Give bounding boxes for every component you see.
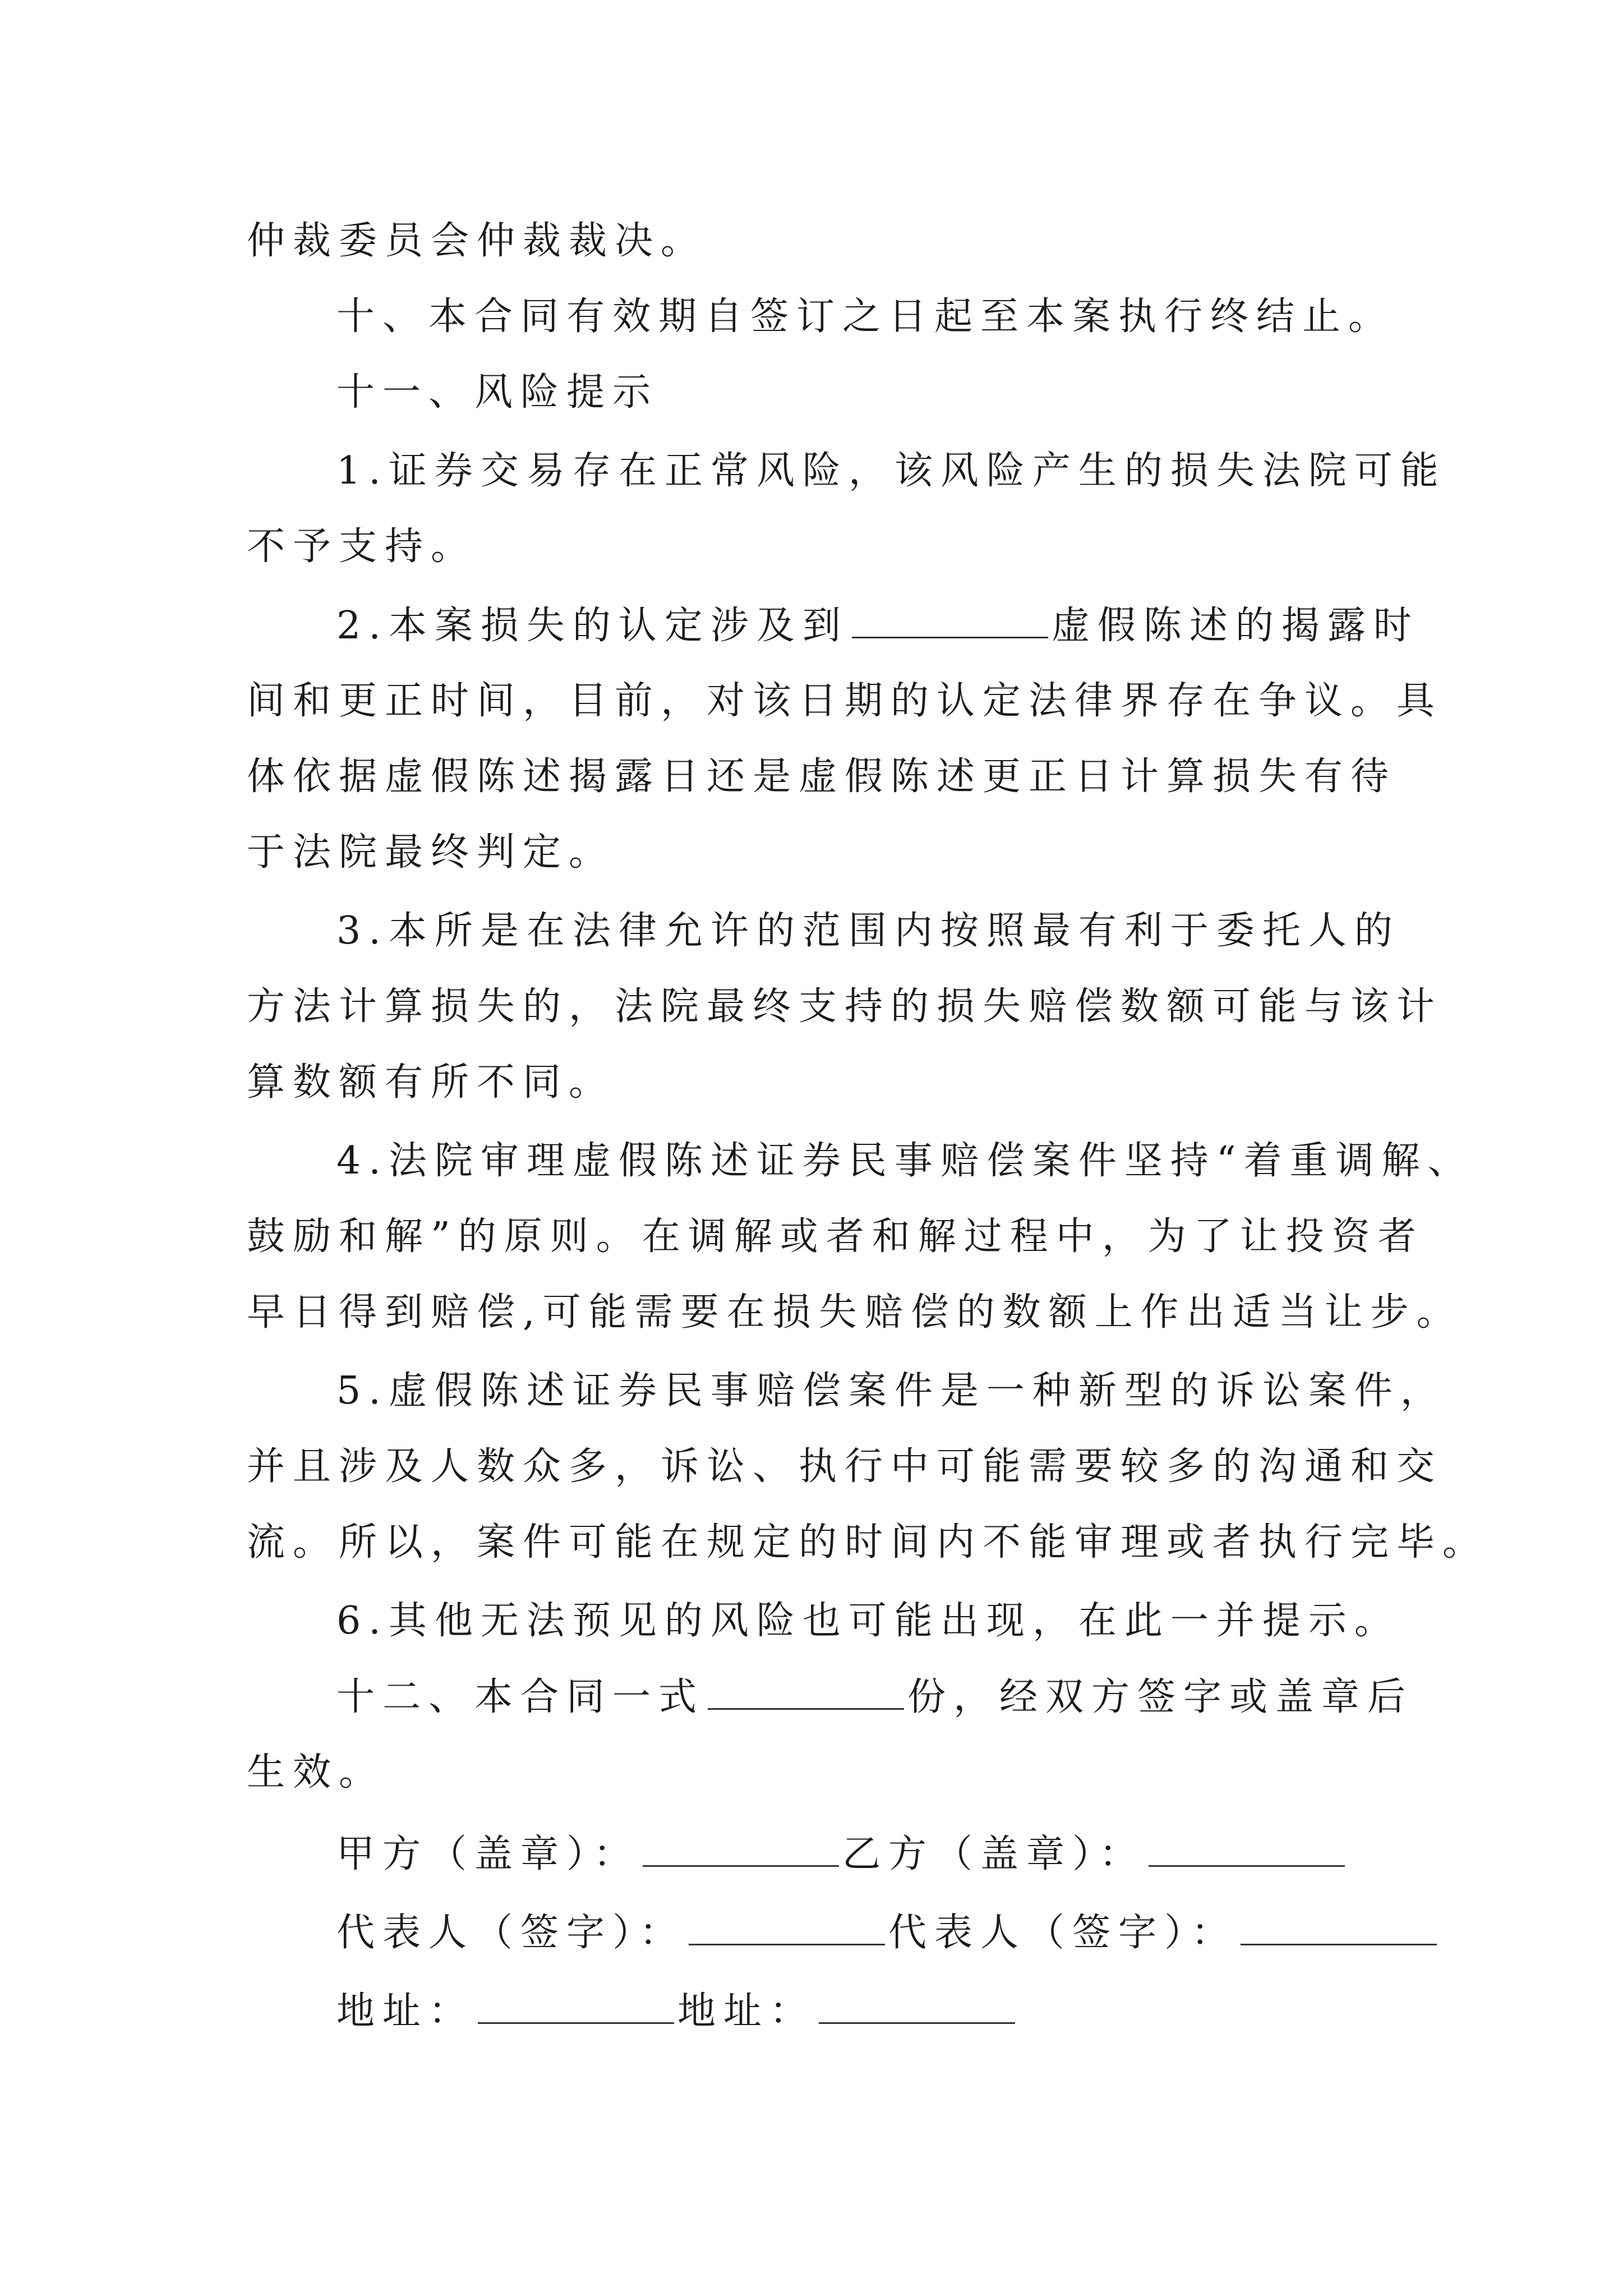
- risk-item-5-line: 5.虚假陈述证券民事赔偿案件是一种新型的诉讼案件，: [336, 1369, 1446, 1413]
- paragraph-line: 仲裁委员会仲裁裁决。: [247, 219, 707, 263]
- clause-twelve-line: [336, 1674, 1413, 1719]
- signature-row-seal: [336, 1832, 1348, 1877]
- risk-item-2-text: 虚假陈述的揭露时: [1051, 604, 1419, 648]
- rep-b-label: 代表人（签字）：: [888, 1911, 1238, 1955]
- signature-row-representative: [336, 1910, 1440, 1955]
- blank-field[interactable]: [708, 1674, 904, 1710]
- risk-item-6-line: 6.其他无法预见的风险也可能出现，在此一并提示。: [336, 1599, 1400, 1643]
- clause-ten: 十、本合同有效期自签订之日起至本案执行终结止。: [336, 295, 1395, 339]
- risk-item-4-line: 早日得到赔偿,可能需要在损失赔偿的数额上作出适当让步。: [247, 1290, 1463, 1335]
- signature-row-address: [336, 1989, 1018, 2034]
- party-a-blank[interactable]: [643, 1832, 839, 1867]
- clause-twelve-text: 十二、本合同一式: [336, 1675, 705, 1719]
- rep-a-label: 代表人（签字）：: [336, 1911, 686, 1955]
- risk-item-2-line: 体依据虚假陈述揭露日还是虚假陈述更正日计算损失有待: [247, 754, 1397, 799]
- clause-eleven-heading: 十一、风险提示: [336, 370, 659, 415]
- addr-b-label: 地址：: [677, 1989, 816, 2033]
- risk-item-3-line: 算数额有所不同。: [247, 1060, 615, 1105]
- rep-b-blank[interactable]: [1241, 1910, 1437, 1945]
- risk-item-4-line: 4.法院审理虚假陈述证券民事赔偿案件坚持“着重调解、: [336, 1139, 1474, 1183]
- clause-twelve-line: 生效。: [247, 1750, 385, 1795]
- risk-item-3-line: 3.本所是在法律允许的范围内按照最有利于委托人的: [336, 909, 1400, 953]
- addr-b-blank[interactable]: [819, 1989, 1015, 2024]
- risk-item-1-line: 不予支持。: [247, 524, 477, 569]
- clause-twelve-text: 份，经双方签字或盖章后: [907, 1675, 1414, 1719]
- blank-field[interactable]: [852, 603, 1048, 638]
- risk-item-4-line: 鼓励和解”的原则。在调解或者和解过程中，为了让投资者: [247, 1214, 1424, 1259]
- risk-item-5-line: 流。所以，案件可能在规定的时间内不能审理或者执行完毕。: [247, 1520, 1489, 1565]
- risk-item-3-line: 方法计算损失的，法院最终支持的损失赔偿数额可能与该计: [247, 984, 1443, 1029]
- addr-a-blank[interactable]: [478, 1989, 674, 2024]
- risk-item-2-line: [336, 603, 1419, 648]
- risk-item-5-line: 并且涉及人数众多，诉讼、执行中可能需要较多的沟通和交: [247, 1444, 1443, 1489]
- party-b-label: 乙方（盖章）：: [842, 1832, 1146, 1876]
- addr-a-label: 地址：: [336, 1989, 475, 2033]
- rep-a-blank[interactable]: [689, 1910, 885, 1945]
- risk-item-1-line: 1.证券交易存在正常风险，该风险产生的损失法院可能: [336, 449, 1446, 493]
- risk-item-2-line: 于法院最终判定。: [247, 830, 615, 875]
- party-b-blank[interactable]: [1149, 1832, 1345, 1867]
- risk-item-2-text: 2.本案损失的认定涉及到: [336, 604, 849, 648]
- risk-item-2-line: 间和更正时间，目前，对该日期的认定法律界存在争议。具: [247, 679, 1443, 723]
- party-a-label: 甲方（盖章）：: [336, 1832, 640, 1876]
